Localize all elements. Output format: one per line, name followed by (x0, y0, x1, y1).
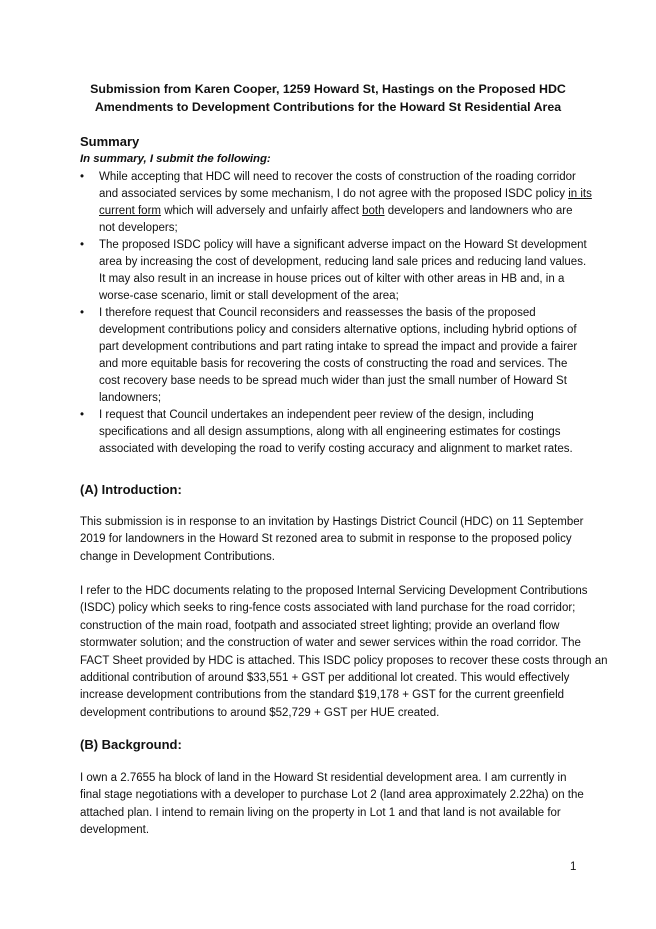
bullet-line: The proposed ISDC policy will have a significant adverse impact on the Howard St development (99, 239, 587, 251)
underlined-text: both (362, 205, 385, 217)
paragraph-line: additional contribution of around $33,551 + GST per additional lot created. This would effectively (80, 672, 570, 685)
bullet-line: area by increasing the cost of development, reducing land sale prices and reducing land values. (99, 256, 587, 268)
page-number: 1 (570, 861, 577, 873)
paragraph-line: I own a 2.7655 ha block of land in the Howard St residential development area. I am currently in (80, 772, 567, 784)
bullet-line: I request that Council undertakes an independent peer review of the design, including (99, 409, 534, 421)
bullet-text: and associated services by some mechanism, I do not agree with the proposed ISDC policy (99, 188, 569, 200)
paragraph-line: 2019 for landowners in the Howard St rezoned area to submit in response to the proposed policy (80, 533, 572, 546)
bullet-line (99, 186, 600, 203)
bullet-icon: • (80, 409, 85, 421)
paragraph-line: stormwater solution; and the construction of water and sewer services within the road corridor. The (80, 637, 581, 650)
bullet-line: not developers; (99, 222, 178, 234)
bullet-line: and more equitable basis for recovering the costs of constructing the road and services. The (99, 358, 568, 370)
bullet-line: cost recovery base needs to be spread much wider than just the small number of Howard St (99, 375, 567, 387)
bullet-line: worse-case scenario, limit or stall development of the area; (99, 290, 399, 302)
paragraph-line: increase development contributions from the standard $19,178 + GST for the current greenfield (80, 689, 565, 702)
title-line-2: Amendments to Development Contributions for the Howard St Residential Area (94, 100, 562, 114)
bullet-line: It may also result in an increase in house prices out of kilter with other areas in HB and, in a (99, 273, 565, 285)
paragraph-line: FACT Sheet provided by HDC is attached. This ISDC policy proposes to recover these costs through an (80, 654, 608, 667)
paragraph-line: construction of the main road, footpath and associated street lighting; provide an overland flow (80, 619, 560, 632)
background-paragraph-1 (80, 770, 600, 840)
bullet-icon: • (80, 307, 85, 319)
summary-bullet-4 (80, 407, 600, 458)
summary-bullet-list (80, 169, 600, 458)
paragraph-line: This submission is in response to an invitation by Hastings District Council (HDC) on 11 September (80, 516, 584, 528)
bullet-text: developers and landowners who are (384, 205, 573, 217)
introduction-heading: (A) Introduction: (80, 482, 182, 497)
paragraph-line: I refer to the HDC documents relating to the proposed Internal Servicing Development Contributions (80, 585, 588, 597)
paragraph-line: development. (80, 824, 150, 837)
summary-bullet-1 (80, 169, 600, 237)
bullet-text: which will adversely and unfairly affect (161, 205, 363, 217)
paragraph-line: final stage negotiations with a developer to purchase Lot 2 (land area approximately 2.22ha) on the (80, 789, 584, 802)
title-line-1: Submission from Karen Cooper, 1259 Howard St, Hastings on the Proposed HDC (90, 82, 566, 96)
underlined-text: in its (568, 188, 592, 200)
summary-subheading: In summary, I submit the following: (80, 153, 271, 165)
bullet-line: While accepting that HDC will need to recover the costs of construction of the roading corridor (99, 171, 576, 183)
bullet-icon: • (80, 171, 85, 183)
paragraph-line: attached plan. I intend to remain living on the property in Lot 1 and that land is not available for (80, 806, 561, 819)
paragraph-line: development contributions to around $52,729 + GST per HUE created. (80, 706, 440, 719)
document-title (60, 80, 596, 116)
introduction-paragraph-1 (80, 514, 600, 566)
bullet-line (99, 203, 600, 220)
summary-heading: Summary (80, 134, 140, 149)
summary-bullet-3 (80, 305, 600, 407)
paragraph-line: (ISDC) policy which seeks to ring-fence costs associated with land purchase for the road corridor; (80, 602, 576, 615)
bullet-line: landowners; (99, 392, 162, 404)
bullet-icon: • (80, 239, 85, 251)
background-heading: (B) Background: (80, 737, 182, 752)
summary-bullet-2 (80, 237, 600, 305)
bullet-line: I therefore request that Council reconsiders and reassesses the basis of the proposed (99, 307, 536, 319)
paragraph-line: change in Development Contributions. (80, 550, 275, 563)
underlined-text: current form (99, 205, 161, 217)
bullet-line: part development contributions and part rating intake to spread the impact and provide a fairer (99, 341, 578, 353)
bullet-line: development contributions policy and considers alternative options, including hybrid options of (99, 324, 577, 336)
bullet-line: associated with developing the road to verify costing accuracy and alignment to market rates. (99, 443, 573, 455)
bullet-line: specifications and all design assumptions, along with all engineering estimates for costings (99, 426, 561, 438)
introduction-paragraph-2 (80, 583, 608, 722)
